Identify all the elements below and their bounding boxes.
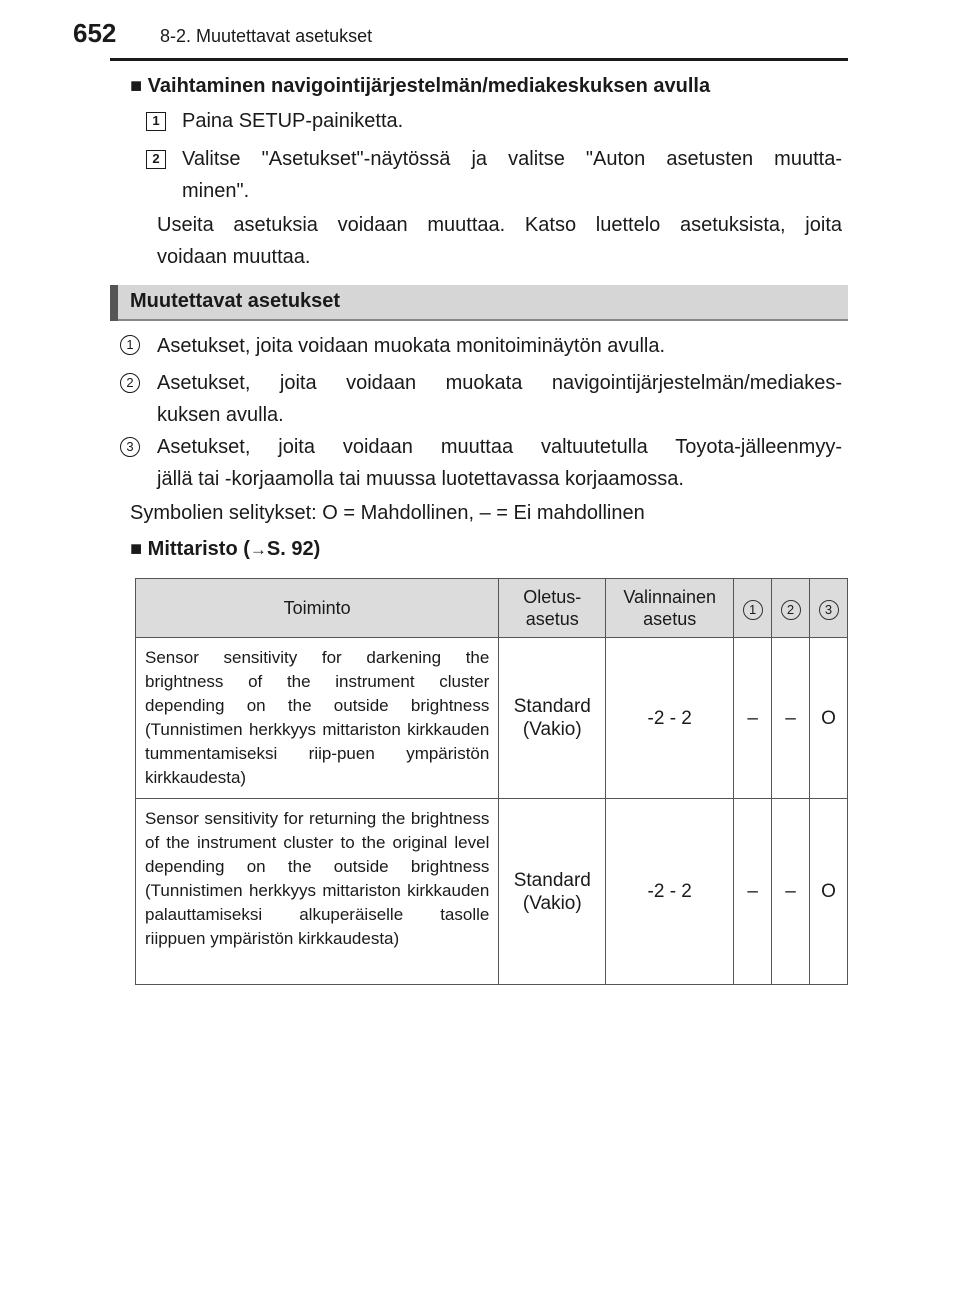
row-1-col-2: – xyxy=(772,638,810,799)
row-2-col-1: – xyxy=(734,799,772,985)
square-bullet-icon: ■ xyxy=(130,538,143,560)
header-function: Toiminto xyxy=(136,579,499,638)
subsection2-title-prefix: Mittaristo ( xyxy=(147,538,250,560)
header-rule xyxy=(110,58,848,61)
row-1-col-3: O xyxy=(810,638,848,799)
legend-number-3: 3 xyxy=(120,437,140,457)
legend-item-3-line2: jällä tai -korjaamolla tai muussa luotettavassa korjaamossa. xyxy=(157,468,684,490)
table-row xyxy=(136,638,848,799)
header-optional: Valinnainen asetus xyxy=(606,579,734,638)
legend-number-2: 2 xyxy=(120,373,140,393)
row-1-col-1: – xyxy=(734,638,772,799)
row-1-description: Sensor sensitivity for darkening the brightness of the instrument cluster depending on the outside brightness (Tunnistimen herkkyys mittariston kirkkauden tummentamiseksi riip-puen ympäristön kirkkaudesta) xyxy=(136,638,499,799)
page-number: 652 xyxy=(73,18,117,48)
step-2-text-line1: Valitse "Asetukset"-näytössä ja valitse "Auton asetusten muutta- xyxy=(182,148,842,170)
table-header-row xyxy=(136,579,848,638)
legend-number-1: 1 xyxy=(120,335,140,355)
header-default: Oletus- asetus xyxy=(499,579,606,638)
header-col-2: 2 xyxy=(772,579,810,638)
section-title: Muutettavat asetukset xyxy=(130,290,341,312)
legend-item-2-line2: kuksen avulla. xyxy=(157,404,284,426)
step-2-text-line2: minen". xyxy=(182,180,250,202)
header-col-3: 3 xyxy=(810,579,848,638)
row-1-optional: -2 - 2 xyxy=(606,638,734,799)
row-2-col-3: O xyxy=(810,799,848,985)
row-1-default: Standard (Vakio) xyxy=(499,638,606,799)
header-col-1: 1 xyxy=(734,579,772,638)
legend-item-1-text: Asetukset, joita voidaan muokata monitoiminäytön avulla. xyxy=(157,335,666,357)
row-2-default: Standard (Vakio) xyxy=(499,799,606,985)
subsection-title: Vaihtaminen navigointijärjestelmän/mediakeskuksen avulla xyxy=(147,75,711,97)
section-bar-edge xyxy=(110,285,118,321)
step-1-text: Paina SETUP-painiketta. xyxy=(182,110,404,132)
section-header-bar xyxy=(110,285,848,321)
row-2-col-2: – xyxy=(772,799,810,985)
note-line1: Useita asetuksia voidaan muuttaa. Katso luettelo asetuksista, joita xyxy=(157,214,842,236)
arrow-right-icon: → xyxy=(249,540,267,559)
page-reference-link[interactable]: S. 92) xyxy=(266,538,321,560)
legend-item-3-line1: Asetukset, joita voidaan muuttaa valtuutetulla Toyota-jälleenmyy- xyxy=(157,436,842,458)
symbols-note: Symbolien selitykset: O = Mahdollinen, – = Ei mahdollinen xyxy=(130,502,645,524)
row-2-optional: -2 - 2 xyxy=(606,799,734,985)
step-number-1: 1 xyxy=(146,112,166,131)
subsection-heading-navigation xyxy=(130,70,710,102)
legend-item-2-line1: Asetukset, joita voidaan muokata navigointijärjestelmän/mediakes- xyxy=(157,372,842,394)
square-bullet-icon: ■ xyxy=(130,75,143,97)
step-number-2: 2 xyxy=(146,150,166,169)
subsection-heading-instrument-cluster xyxy=(130,533,320,566)
settings-table xyxy=(135,578,848,985)
chapter-title: 8-2. Muutettavat asetukset xyxy=(160,26,373,46)
row-2-description: Sensor sensitivity for returning the brightness of the instrument cluster to the original level depending on the outside brightness (Tunnistimen herkkyys mittariston kirkkauden palauttamiseksi alkuperäiselle tasolle riippuen ympäristön kirkkaudesta) xyxy=(136,799,499,985)
table-row xyxy=(136,799,848,985)
note-line2: voidaan muuttaa. xyxy=(157,246,311,268)
